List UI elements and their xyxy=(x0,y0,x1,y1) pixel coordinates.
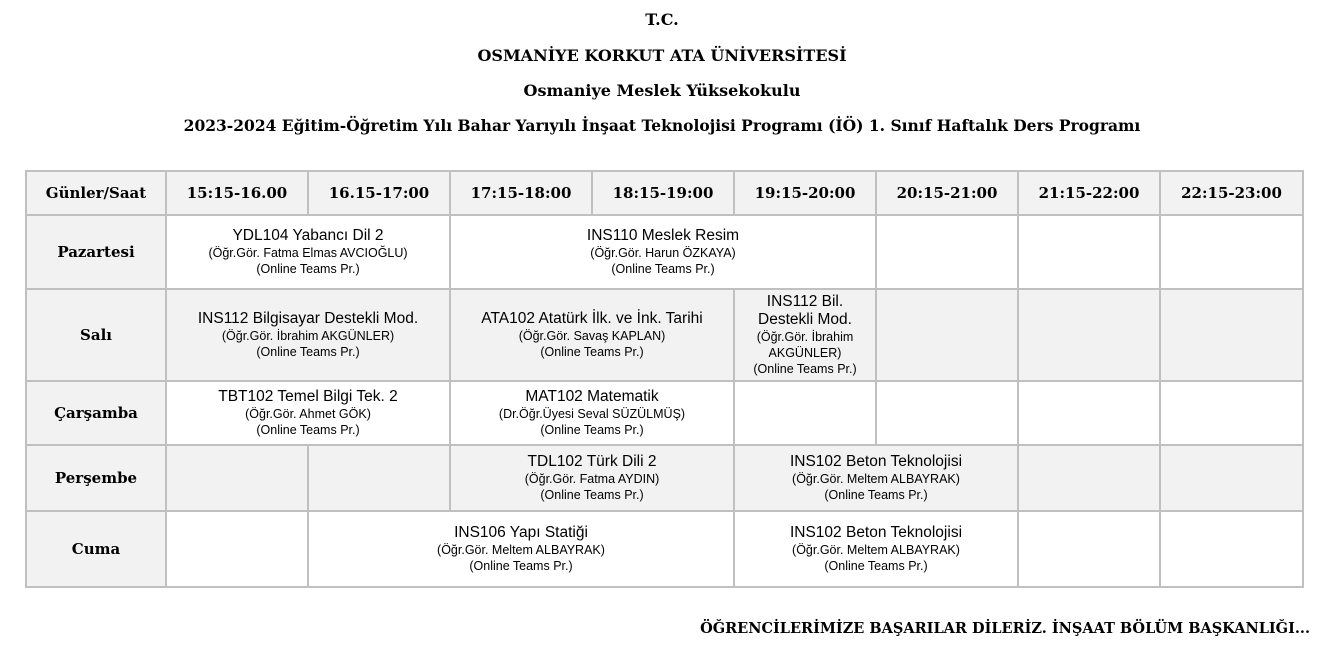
course-mode: (Online Teams Pr.) xyxy=(540,488,644,502)
course-teacher: AKGÜNLER) xyxy=(768,346,842,360)
day-label: Cuma xyxy=(26,511,166,587)
course-cell xyxy=(734,445,1018,511)
empty-cell xyxy=(1018,381,1160,445)
header-school: Osmaniye Meslek Yüksekokulu xyxy=(523,81,801,100)
course-mode: (Online Teams Pr.) xyxy=(256,345,360,359)
course-name: ATA102 Atatürk İlk. ve İnk. Tarihi xyxy=(481,310,703,327)
empty-cell xyxy=(166,511,308,587)
day-label: Perşembe xyxy=(26,445,166,511)
course-name: INS102 Beton Teknolojisi xyxy=(789,453,963,470)
course-teacher: (Öğr.Gör. Meltem ALBAYRAK) xyxy=(437,543,605,557)
time-header: 22:15-23:00 xyxy=(1160,171,1303,215)
empty-cell xyxy=(1160,445,1303,511)
course-cell xyxy=(166,289,450,381)
empty-cell xyxy=(1018,289,1160,381)
course-cell xyxy=(450,381,734,445)
empty-cell xyxy=(876,289,1018,381)
table-row-monday xyxy=(26,215,1303,289)
course-cell xyxy=(734,511,1018,587)
course-teacher: (Öğr.Gör. Savaş KAPLAN) xyxy=(518,329,666,343)
empty-cell xyxy=(1018,511,1160,587)
empty-cell xyxy=(1018,215,1160,289)
time-header: 15:15-16.00 xyxy=(166,171,308,215)
course-mode: (Online Teams Pr.) xyxy=(611,262,715,276)
day-label: Salı xyxy=(26,289,166,381)
empty-cell xyxy=(876,381,1018,445)
course-cell xyxy=(308,511,734,587)
course-name: INS110 Meslek Resim xyxy=(586,227,740,244)
course-cell xyxy=(166,381,450,445)
table-row-wednesday xyxy=(26,381,1303,445)
course-mode: (Online Teams Pr.) xyxy=(540,423,644,437)
empty-cell xyxy=(308,445,450,511)
empty-cell xyxy=(876,215,1018,289)
course-name: TBT102 Temel Bilgi Tek. 2 xyxy=(218,388,398,405)
course-mode: (Online Teams Pr.) xyxy=(824,559,928,573)
header-row xyxy=(26,171,1303,215)
day-label: Pazartesi xyxy=(26,215,166,289)
course-cell xyxy=(734,289,876,381)
header-university: OSMANİYE KORKUT ATA ÜNİVERSİTESİ xyxy=(477,46,847,65)
empty-cell xyxy=(734,381,876,445)
course-name: Destekli Mod. xyxy=(758,311,852,328)
course-name: INS112 Bil. xyxy=(766,293,844,310)
schedule-table xyxy=(25,170,1304,588)
time-header: 18:15-19:00 xyxy=(592,171,734,215)
course-name: YDL104 Yabancı Dil 2 xyxy=(232,227,384,244)
course-teacher: (Öğr.Gör. İbrahim AKGÜNLER) xyxy=(221,329,395,343)
course-cell xyxy=(450,215,876,289)
time-header: 17:15-18:00 xyxy=(450,171,592,215)
course-teacher: (Öğr.Gör. Fatma AYDIN) xyxy=(524,472,660,486)
course-mode: (Online Teams Pr.) xyxy=(824,488,928,502)
empty-cell xyxy=(1160,289,1303,381)
header-program-title: 2023-2024 Eğitim-Öğretim Yılı Bahar Yarıyılı İnşaat Teknolojisi Programı (İÖ) 1. Sınıf Haftalık Ders Programı xyxy=(183,116,1141,135)
time-header: 19:15-20:00 xyxy=(734,171,876,215)
time-header: 20:15-21:00 xyxy=(876,171,1018,215)
empty-cell xyxy=(1018,445,1160,511)
table-row-tuesday xyxy=(26,289,1303,381)
empty-cell xyxy=(166,445,308,511)
course-name: INS106 Yapı Statiği xyxy=(454,524,588,541)
course-cell xyxy=(450,289,734,381)
corner-header: Günler/Saat xyxy=(26,171,166,215)
course-mode: (Online Teams Pr.) xyxy=(540,345,644,359)
course-teacher: (Öğr.Gör. İbrahim xyxy=(756,330,854,344)
table-row-friday xyxy=(26,511,1303,587)
course-mode: (Online Teams Pr.) xyxy=(753,362,857,376)
course-teacher: (Öğr.Gör. Meltem ALBAYRAK) xyxy=(792,543,960,557)
day-label: Çarşamba xyxy=(26,381,166,445)
table-row-thursday xyxy=(26,445,1303,511)
course-teacher: (Öğr.Gör. Ahmet GÖK) xyxy=(245,407,371,421)
empty-cell xyxy=(1160,381,1303,445)
time-header: 16.15-17:00 xyxy=(308,171,450,215)
course-cell xyxy=(450,445,734,511)
course-name: INS102 Beton Teknolojisi xyxy=(789,524,963,541)
course-mode: (Online Teams Pr.) xyxy=(469,559,573,573)
course-cell xyxy=(166,215,450,289)
course-teacher: (Öğr.Gör. Meltem ALBAYRAK) xyxy=(792,472,960,486)
header-tc: T.C. xyxy=(645,10,679,29)
course-name: TDL102 Türk Dili 2 xyxy=(527,453,657,470)
course-teacher: (Öğr.Gör. Harun ÖZKAYA) xyxy=(590,246,736,260)
course-teacher: (Öğr.Gör. Fatma Elmas AVCIOĞLU) xyxy=(208,246,408,260)
course-name: MAT102 Matematik xyxy=(525,388,659,405)
course-mode: (Online Teams Pr.) xyxy=(256,262,360,276)
empty-cell xyxy=(1160,511,1303,587)
course-name: INS112 Bilgisayar Destekli Mod. xyxy=(197,310,419,327)
course-teacher: (Dr.Öğr.Üyesi Seval SÜZÜLMÜŞ) xyxy=(498,407,686,421)
footer-message: ÖĞRENCİLERİMİZE BAŞARILAR DİLERİZ. İNŞAAT BÖLÜM BAŞKANLIĞI... xyxy=(700,620,1310,637)
time-header: 21:15-22:00 xyxy=(1018,171,1160,215)
empty-cell xyxy=(1160,215,1303,289)
course-mode: (Online Teams Pr.) xyxy=(256,423,360,437)
